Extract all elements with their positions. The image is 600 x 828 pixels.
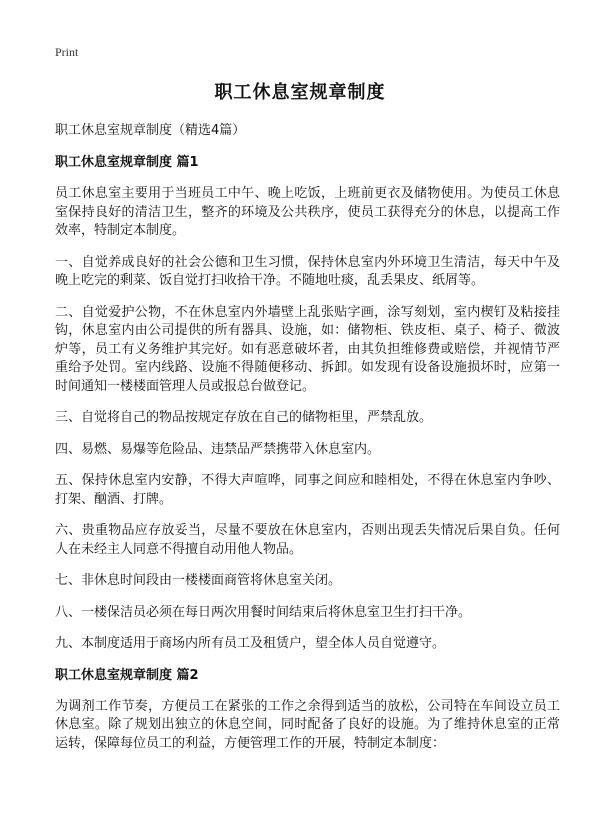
paragraph: 八、一楼保洁员必须在每日两次用餐时间结束后将休息室卫生打扫干净。 bbox=[55, 604, 472, 620]
paragraph: 三、自觉将自己的物品按规定存放在自己的储物柜里，严禁乱放。 bbox=[55, 410, 433, 425]
paragraph: 一、自觉养成良好的社会公德和卫生习惯，保持休息室内外环境卫生清洁，每天中午及晚上吃完的剩菜、饭自觉打扫收拾干净。不随地吐痰，乱丢果皮、纸屑等。 bbox=[55, 254, 560, 288]
document-subtitle: 职工休息室规章制度（精选4篇） bbox=[55, 123, 246, 138]
paragraph: 四、易燃、易爆等危险品、违禁品严禁携带入休息室内。 bbox=[55, 441, 381, 457]
paragraph: 员工休息室主要用于当班员工中午、晚上吃饭，上班前更衣及储物使用。为使员工休息室保持良好的清洁卫生，整齐的环境及公共秩序，使员工获得充分的休息，以提高工作效率，特制定本制度。 bbox=[55, 186, 560, 238]
paragraph: 六、贵重物品应存放妥当，尽量不要放在休息室内，否则出现丢失情况后果自负。任何人在未经主人同意不得擅自动用他人物品。 bbox=[55, 523, 560, 557]
paragraph: 五、保持休息室内安静，不得大声喧哗，同事之间应和睦相处，不得在休息室内争吵、打架、酗酒、打牌。 bbox=[55, 473, 560, 507]
section-1 bbox=[55, 154, 560, 654]
paragraph: 二、自觉爱护公物，不在休息室内外墙壁上乱张贴字画，涂写刻划，室内楔钉及粘接挂钩，休息室内由公司提供的所有器具、设施，如：储物柜、铁皮柜、桌子、椅子、微波炉等，员工有义务维护其完好。如有恶意破坏者，由其负担维修费或赔偿，并视情节严重给予处罚。室内线路、设施不得随便移动、拆卸。如发现有设备设施损坏时，应第一时间通知一楼楼面管理人员或报总台做登记。 bbox=[55, 304, 560, 394]
section-heading: 职工休息室规章制度 篇1 bbox=[55, 155, 199, 170]
paragraph: 九、本制度适用于商场内所有员工及租赁户，望全体人员自觉遵守。 bbox=[55, 636, 446, 651]
section-2 bbox=[55, 667, 560, 754]
page-title: 职工休息室规章制度 bbox=[214, 82, 386, 103]
print-link[interactable]: Print bbox=[55, 45, 79, 59]
document-body bbox=[55, 122, 560, 766]
paragraph: 七、非休息时间段由一楼楼面商管将休息室关闭。 bbox=[55, 573, 342, 588]
paragraph: 为调剂工作节奏，方便员工在紧张的工作之余得到适当的放松，公司特在车间设立员工休息室。除了规划出独立的休息空间，同时配备了良好的设施。为了维持休息室的正常运转，保障每位员工的利益，方便管理工作的开展，特制定本制度： bbox=[55, 698, 560, 751]
section-heading: 职工休息室规章制度 篇2 bbox=[55, 667, 199, 683]
